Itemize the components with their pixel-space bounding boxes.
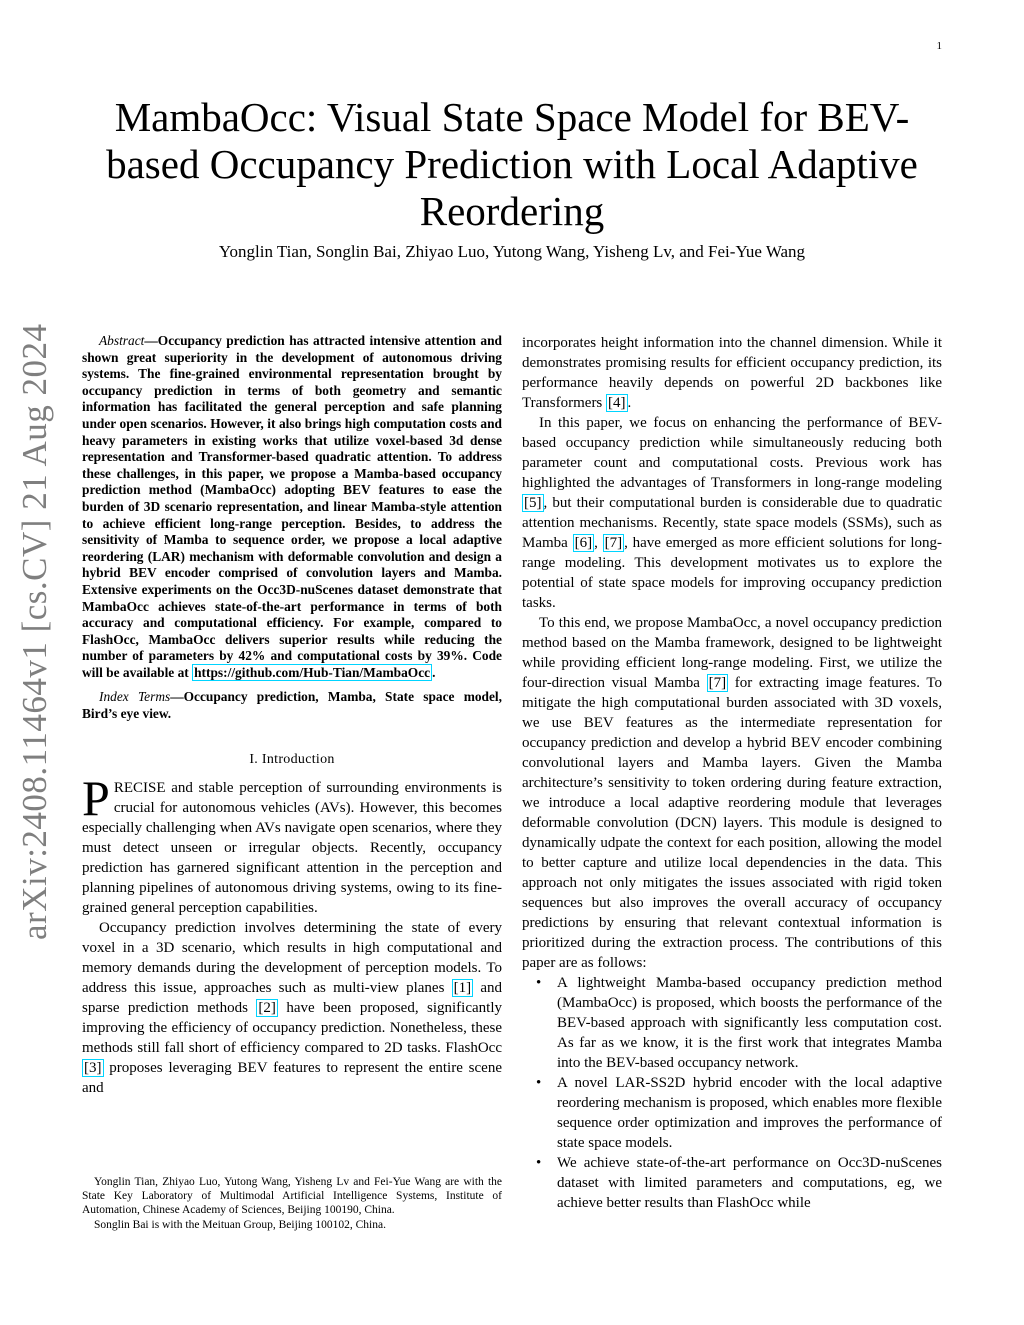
list-item: • We achieve state-of-the-art performance on Occ3D-nuScenes dataset with limited parameters and computations, eg, we achieve better results than FlashOcc while [522,1153,942,1213]
contributions-list [522,973,942,1213]
page-number: 1 [936,40,942,52]
citation-4[interactable]: [4] [608,395,626,411]
abstract [82,333,502,681]
intro-paragraph-3: In this paper, we focus on enhancing the performance of BEV-based occupancy prediction while simultaneously reducing both parameter count and computational costs. Previous work has highlighted the advantages of Transformers in long-range modeling [5] , but their computational burden is considerable due to quadratic attention mechanisms. Recently, state space models (SSMs), such as Mamba [6] , [7] , have emerged as more efficient solutions for long-range modeling. This development motivates us to explore the potential of state space models for improving occupancy prediction tasks. [522,415,942,611]
intro-paragraph-4: To this end, we propose MambaOcc, a novel occupancy prediction method based on the Mamba framework, designed to be lightweight while providing efficient long-range modeling. First, we utilize the four-direction visual Mamba [7] for extracting image features. To mitigate the high computational burden associated with 3D voxels, we use BEV features as the intermediate representation for occupancy prediction and develop a hybrid BEV encoder combining convolutional layers and Mamba layers. Given the Mamba architecture’s sensitivity to token ordering during feature extraction, we introduce a local adaptive reordering module that leverages deformable convolution (DCN) layers. This module is designed to dynamically udpate the context for each position, allowing the model to better capture and utilize local dependencies in the data. This approach not only mitigates the issues associated with rigid token sequences but also improves the overall accuracy of occupancy predictions by ensuring that relevant contextual information is prioritized during the extraction process. The contributions of this paper are as follows: [522,615,942,971]
intro-paragraph-2-remainder: incorporates height information into the channel dimension. While it demonstrates promising results for efficient occupancy prediction, its performance heavily depends on powerful 2D backbones like Transformers [522,335,942,411]
list-item: • A lightweight Mamba-based occupancy prediction method (MambaOcc) is proposed, which boosts the performance of the BEV-based approach with significantly less computation cost. As far as we know, it is the first work that integrates Mamba into the BEV-based occupancy network. [522,973,942,1073]
code-link[interactable]: https://github.com/Hub-Tian/MambaOcc [194,664,431,680]
citation-3[interactable]: [3] [84,1059,102,1076]
right-column [522,333,942,1213]
intro-paragraph-2-continued: proposes leveraging BEV features to represent the entire scene and [82,1059,502,1096]
list-item: • A novel LAR-SS2D hybrid encoder with the local adaptive reordering mechanism is proposed, which enables more flexible sequence order optimization and improves the performance of state space models. [522,1073,942,1153]
drop-cap: P [82,769,110,826]
citation-2[interactable]: [2] [258,999,276,1016]
abstract-end: . [432,664,436,680]
citation-1[interactable]: [1] [453,979,472,996]
footnotes [82,1176,502,1233]
citation-5[interactable]: [5] [524,495,542,511]
footnote-affiliation: Yonglin Tian, Zhiyao Luo, Yutong Wang, Yisheng Lv and Fei-Yue Wang are with the State Key Laboratory of Multimodal Artificial Intelligence Systems, Institute of Automation, Chinese Academy of Sciences, Beijing 100190, China. [82,1176,502,1216]
citation-6[interactable]: [6] [574,535,593,551]
abstract-text: —Occupancy prediction has attracted intensive attention and shown great superiority in the development of autonomous driving systems. The fine-grained environmental representation brought by occupancy prediction in terms of both geometry and semantic information has facilitated the general perception and safe planning under open scenarios. However, it also brings high computation costs and heavy parameters in existing works that utilize voxel-based 3d dense representation and Transformer-based quadratic attention. To address these challenges, in this paper, we propose a Mamba-based occupancy prediction method (MambaOcc) adopting BEV features to ease the burden of 3D scenario representation, and linear Mamba-style attention to achieve efficient long-range perception. Besides, to address the sensitivity of Mamba to sequence order, we propose a local adaptive reordering (LAR) mechanism with deformable convolution and design a hybrid BEV encoder comprised of convolution layers and Mamba. Extensive experiments on the Occ3D-nuScenes dataset demonstrate that MambaOcc achieves state-of-the-art performance in terms of both accuracy and computational efficiency. For example, compared to FlashOcc, MambaOcc delivers superior results while reducing the number of parameters by 42% and computational costs by 39%. Code will be available at [82,333,502,680]
intro-paragraph-2: Occupancy prediction involves determining the state of every voxel in a 3D scenario, which results in high computational and memory demands during the development of perception models. To address this issue, approaches such as multi-view planes [1] and sparse prediction methods [2] have been proposed, significantly improving the efficiency of occupancy prediction. Nonetheless, these methods still fall short of efficiency compared to 2D tasks. FlashOcc [3] proposes leveraging BEV features to represent the entire scene and [82,919,502,1096]
citation-7[interactable]: [7] [604,535,623,551]
lead-word: RECISE [113,779,166,796]
abstract-label: Abstract [99,333,145,348]
intro-paragraph-1: PRECISE and stable perception of surrounding environments is crucial for autonomous vehicles (AVs). However, this becomes especially challenging when AVs navigate open scenarios, where they must detect unseen or irregular objects. Recently, occupancy prediction has garnered significant attention in the perception and planning pipelines of autonomous driving systems, owing to its fine-grained general perception capabilities. [82,769,502,916]
index-terms [82,689,502,722]
index-terms-text: —Occupancy prediction, Mamba, State space model, Bird’s eye view. [82,689,502,722]
footnote-affiliation-2: Songlin Bai is with the Meituan Group, Beijing 100102, China. [94,1219,386,1232]
index-terms-label: Index Terms [99,689,171,705]
citation-7-repeat[interactable]: [7] [708,675,727,691]
paper-title: MambaOcc: Visual State Space Model for BEV-based Occupancy Prediction with Local Adaptive Reordering [106,94,918,234]
author-list: Yonglin Tian, Songlin Bai, Zhiyao Luo, Yutong Wang, Yisheng Lv, and Fei-Yue Wang [218,242,806,261]
section-heading-introduction: I. Introduction [249,751,335,767]
intro-paragraph-2-tail: incorporates height information into the channel dimension. While it demonstrates promising results for efficient occupancy prediction, its performance heavily depends on powerful 2D backbones like Transformers [4] . [522,335,942,411]
arxiv-stamp: arXiv:2408.11464v1 [cs.CV] 21 Aug 2024 [15,323,54,940]
left-column [82,333,502,1098]
